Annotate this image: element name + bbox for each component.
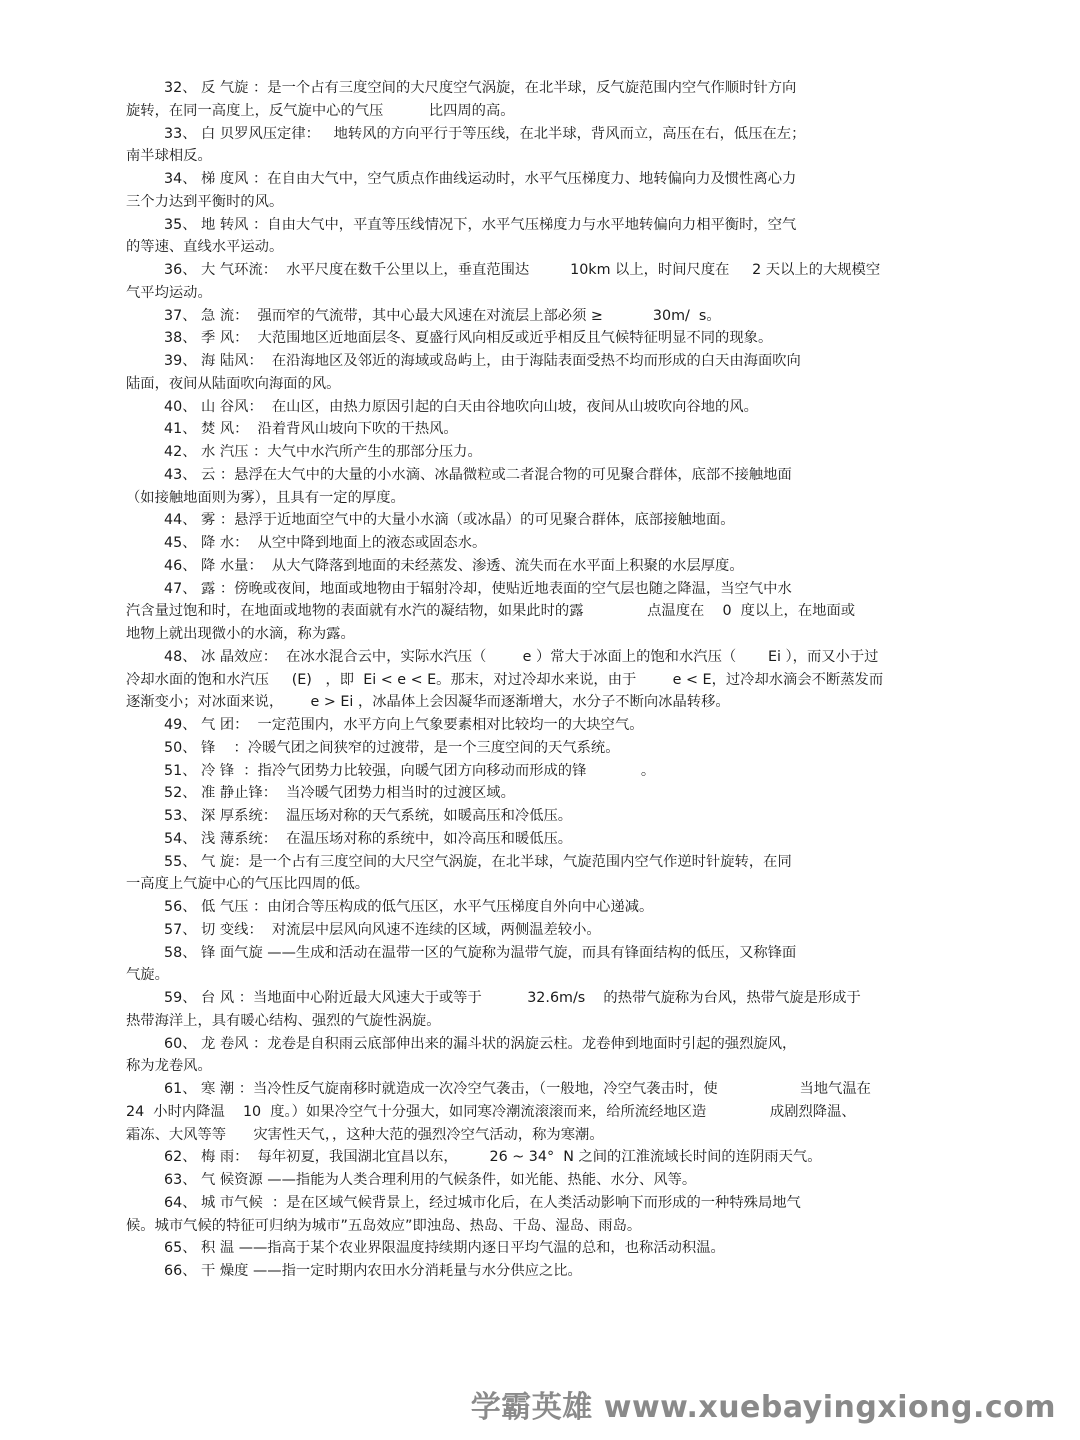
term-definition-line: 54、 浅 薄系统： 在温压场对称的系统中，如冷高压和暖低压。 xyxy=(164,830,573,847)
continuation-line: 候。城市气候的特征可归纳为城市”五岛效应”即浊岛、热岛、干岛、湿岛、雨岛。 xyxy=(126,1217,642,1234)
term-definition-line: 44、 雾 ：悬浮于近地面空气中的大量小水滴（或冰晶）的可见聚合群体，底部接触地面。 xyxy=(164,512,735,529)
continuation-line: 称为龙卷风。 xyxy=(126,1058,212,1075)
term-definition-line: 32、 反 气旋 ：是一个占有三度空间的大尺度空气涡旋，在北半球，反气旋范围内空气作顺时针方向 xyxy=(164,80,797,96)
term-definition-line: 62、 梅 雨： 每年初夏，我国湖北宜昌以东， 26 ~ 34° N 之间的江淮流域长时间的连阴雨天气。 xyxy=(164,1149,822,1166)
term-definition-line: 42、 水 汽压 ：大气中水汽所产生的那部分压力。 xyxy=(164,444,482,460)
term-definition-line: 60、 龙 卷风 ：龙卷是自积雨云底部伸出来的漏斗状的涡旋云柱。龙卷伸到地面时引起的强烈旋风， xyxy=(164,1035,797,1052)
term-definition-line: 38、 季 风： 大范围地区近地面层冬、夏盛行风向相反或近乎相反且气候特征明显不同的现象。 xyxy=(164,330,773,347)
term-definition-line: 47、 露 ：傍晚或夜间，地面或地物由于辐射冷却，使贴近地表面的空气层也随之降温，当空气中水 xyxy=(164,580,792,597)
term-definition-line: 40、 山 谷风： 在山区，由热力原因引起的白天由谷地吹向山坡，夜间从山坡吹向谷地的风。 xyxy=(164,398,758,415)
continuation-line: 气平均运动。 xyxy=(126,284,212,301)
continuation-line: 旋转，在同一高度上，反气旋中心的气压 比四周的高。 xyxy=(126,102,515,119)
continuation-line: 汽含量过饱和时，在地面或地物的表面就有水汽的凝结物，如果此时的露 点温度在 0 度以上，在地面或 xyxy=(126,603,856,620)
term-definition-line: 39、 海 陆风： 在沿海地区及邻近的海域或岛屿上，由于海陆表面受热不均而形成的白天由海面吹向 xyxy=(164,353,801,369)
term-definition-line: 58、 锋 面气旋 ——生成和活动在温带一区的气旋称为温带气旋，而具有锋面结构的低压，又称锋面 xyxy=(164,944,797,961)
term-definition-line: 45、 降 水： 从空中降到地面上的液态或固态水。 xyxy=(164,535,487,551)
continuation-line: 24 小时内降温 10 度。）如果冷空气十分强大，如同寒冷潮流滚滚而来，给所流经地区造 成剧烈降温、 xyxy=(126,1103,856,1120)
term-definition-line: 55、 气 旋：是一个占有三度空间的大尺空气涡旋，在北半球，气旋范围内空气作逆时针旋转，在同 xyxy=(164,853,792,870)
term-definition-line: 35、 地 转风 ：自由大气中，平直等压线情况下，水平气压梯度力与水平地转偏向力相平衡时，空气 xyxy=(164,216,797,233)
term-definition-line: 59、 台 风 ：当地面中心附近最大风速大于或等于 32.6m/s 的热带气旋称为台风，热带气旋是形成于 xyxy=(164,990,861,1006)
term-definition-line: 51、 冷 锋 ：指冷气团势力比较强，向暖气团方向移动而形成的锋 。 xyxy=(164,762,656,779)
term-definition-line: 57、 切 变线： 对流层中层风向风速不连续的区域，两侧温差较小。 xyxy=(164,921,601,938)
term-definition-line: 53、 深 厚系统： 温压场对称的天气系统，如暖高压和冷低压。 xyxy=(164,808,573,824)
term-definition-line: 66、 干 燥度 ——指一定时期内农田水分消耗量与水分供应之比。 xyxy=(164,1263,582,1279)
term-definition-line: 56、 低 气压 ：由闭合等压构成的低气压区，水平气压梯度自外向中心递减。 xyxy=(164,899,654,915)
watermark: 学霸英雄 www.xuebayingxiong.com xyxy=(470,1390,1056,1425)
term-definition-line: 37、 急 流： 强而窄的气流带，其中心最大风速在对流层上部必须 ≥ 30m/ s。 xyxy=(164,307,721,324)
continuation-line: 一高度上气旋中心的气压比四周的低。 xyxy=(126,876,370,893)
continuation-line: 地物上就出现微小的水滴，称为露。 xyxy=(126,626,355,642)
term-definition-line: 49、 气 团： 一定范围内，水平方向上气象要素相对比较均一的大块空气。 xyxy=(164,717,644,733)
term-definition-line: 41、 焚 风： 沿着背风山坡向下吹的干热风。 xyxy=(164,421,458,438)
term-definition-line: 43、 云 ：悬浮在大气中的大量的小水滴、冰晶微粒或二者混合物的可见聚合群体，底部不接触地面 xyxy=(164,466,792,483)
term-definition-line: 33、 白 贝罗风压定律： 地转风的方向平行于等压线，在北半球，背风而立，高压在右，低压在左； xyxy=(164,125,806,142)
continuation-line: 南半球相反。 xyxy=(126,148,212,165)
continuation-line: （如接触地面则为雾），且具有一定的厚度。 xyxy=(126,489,405,506)
term-definition-line: 34、 梯 度风 ：在自由大气中，空气质点作曲线运动时，水平气压梯度力、地转偏向力及惯性离心力 xyxy=(164,171,797,187)
term-definition-line: 52、 准 静止锋： 当冷暖气团势力相当时的过渡区域。 xyxy=(164,785,515,802)
document-body xyxy=(126,77,944,1283)
continuation-line: 陆面，夜间从陆面吹向海面的风。 xyxy=(126,375,341,392)
continuation-line: 霜冻、大风等等 灾害性天气，，这种大范的强烈冷空气活动，称为寒潮。 xyxy=(126,1126,604,1143)
continuation-line: 冷却水面的饱和水汽压 (E) ，即 Ei < e < E。那末，对过冷却水来说，由于 e < E，过冷却水滴会不断蒸发而 xyxy=(126,671,884,688)
continuation-line: 三个力达到平衡时的风。 xyxy=(126,193,284,210)
term-definition-line: 63、 气 候资源 ——指能为人类合理利用的气候条件，如光能、热能、水分、风等。 xyxy=(164,1172,697,1188)
term-definition-line: 36、 大 气环流： 水平尺度在数千公里以上，垂直范围达 10km 以上，时间尺度在 2 天以上的大规模空 xyxy=(164,262,881,278)
term-definition-line: 61、 寒 潮 ：当冷性反气旋南移时就造成一次冷空气袭击，（一般地，冷空气袭击时，使 当地气温在 xyxy=(164,1081,871,1097)
continuation-line: 的等速、直线水平运动。 xyxy=(126,239,284,256)
continuation-line: 热带海洋上，具有暖心结构、强烈的气旋性涡旋。 xyxy=(126,1012,441,1029)
term-definition-line: 48、 冰 晶效应： 在冰水混合云中，实际水汽压（ e ）常大于冰面上的饱和水汽压（ Ei ），而又小于过 xyxy=(164,648,879,665)
continuation-line: 逐渐变小；对冰面来说， e > Ei ，冰晶体上会因凝华而逐渐增大，水分子不断向冰晶转移。 xyxy=(126,694,730,711)
term-definition-line: 50、 锋 ：冷暖气团之间狭窄的过渡带，是一个三度空间的天气系统。 xyxy=(164,739,620,756)
term-definition-line: 65、 积 温 ——指高于某个农业界限温度持续期内逐日平均气温的总和，也称活动积温。 xyxy=(164,1240,725,1257)
term-definition-line: 64、 城 市气候 ：是在区域气候背景上，经过城市化后，在人类活动影响下而形成的一种特殊局地气 xyxy=(164,1194,801,1211)
term-definition-line: 46、 降 水量： 从大气降落到地面的未经蒸发、渗透、流失而在水平面上积聚的水层厚度。 xyxy=(164,557,744,574)
continuation-line: 气旋。 xyxy=(126,967,169,984)
